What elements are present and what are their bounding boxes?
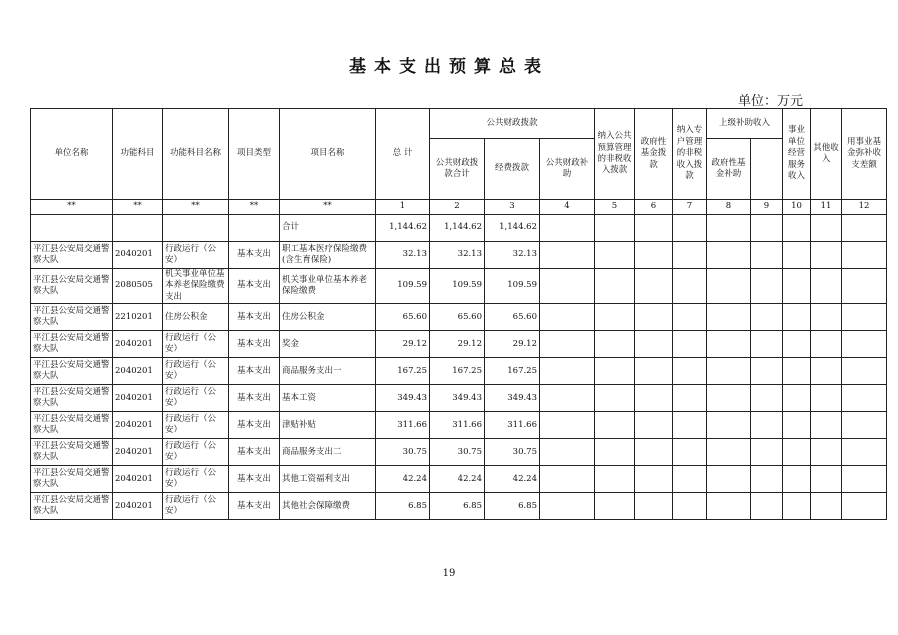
- row-total: 30.75: [376, 439, 430, 466]
- row-pf-total: 349.43: [430, 385, 485, 412]
- empty-cell: [635, 269, 673, 304]
- row-unit-name: 平江县公安局交通警察大队: [31, 466, 113, 493]
- empty-cell: [811, 331, 842, 358]
- empty-cell: [751, 439, 783, 466]
- table-row: [31, 242, 887, 269]
- row-func-name: 行政运行（公安）: [163, 439, 229, 466]
- row-pf-total: 30.75: [430, 439, 485, 466]
- row-total: 29.12: [376, 331, 430, 358]
- row-proj-name: 其他社会保障缴费: [280, 493, 376, 520]
- unit-label: 单位：万元: [738, 94, 804, 109]
- empty-cell: [595, 242, 635, 269]
- empty-cell: [595, 385, 635, 412]
- header-proj-type: 项目类型: [229, 109, 280, 200]
- empty-cell: [595, 269, 635, 304]
- row-proj-type: 基本支出: [229, 493, 280, 520]
- empty-cell: [673, 358, 707, 385]
- row-func-name: 行政运行（公安）: [163, 331, 229, 358]
- empty-cell: [540, 331, 595, 358]
- empty-cell: [811, 493, 842, 520]
- table-header: [31, 109, 887, 215]
- row-total: 167.25: [376, 358, 430, 385]
- row-func-name: 住房公积金: [163, 304, 229, 331]
- empty-cell: [673, 242, 707, 269]
- empty-cell: [811, 358, 842, 385]
- index-cell: 2: [430, 200, 485, 215]
- empty-cell: [842, 493, 887, 520]
- empty-cell: [707, 242, 751, 269]
- header-public-finance: 公共财政拨款: [430, 109, 595, 139]
- empty-cell: [540, 412, 595, 439]
- row-pf-total: 167.25: [430, 358, 485, 385]
- table-row: [31, 269, 887, 304]
- empty-cell: [842, 269, 887, 304]
- empty-cell: [635, 412, 673, 439]
- empty-cell: [595, 412, 635, 439]
- empty-cell: [811, 304, 842, 331]
- row-funding: 349.43: [485, 385, 540, 412]
- row-pf-total: 29.12: [430, 331, 485, 358]
- empty-cell: [811, 269, 842, 304]
- index-cell: 6: [635, 200, 673, 215]
- empty-cell: [635, 439, 673, 466]
- row-proj-name: 机关事业单位基本养老保险缴费: [280, 269, 376, 304]
- empty-cell: [811, 242, 842, 269]
- empty-cell: [751, 304, 783, 331]
- empty-cell: [707, 439, 751, 466]
- header-pf-total: 公共财政拨款合计: [430, 139, 485, 200]
- table-row: [31, 466, 887, 493]
- index-cell: 10: [783, 200, 811, 215]
- header-sup-gov: 政府性基金补助: [707, 139, 751, 200]
- empty-cell: [783, 439, 811, 466]
- empty-cell: [783, 242, 811, 269]
- empty-cell: [673, 304, 707, 331]
- row-total: 349.43: [376, 385, 430, 412]
- empty-cell: [595, 304, 635, 331]
- empty-cell: [540, 466, 595, 493]
- row-unit-name: 平江县公安局交通警察大队: [31, 493, 113, 520]
- empty-cell: [842, 331, 887, 358]
- header-sup-public: 公共财政补助: [540, 139, 595, 200]
- index-cell: 12: [842, 200, 887, 215]
- row-unit-name: 平江县公安局交通警察大队: [31, 304, 113, 331]
- empty-cell: [842, 466, 887, 493]
- empty-cell: [811, 466, 842, 493]
- index-cell: 11: [811, 200, 842, 215]
- budget-table: [30, 108, 887, 520]
- row-pf-total: 6.85: [430, 493, 485, 520]
- header-func-code: 功能科目: [113, 109, 163, 200]
- row-total: 42.24: [376, 466, 430, 493]
- empty-cell: [673, 269, 707, 304]
- total-pf-total: 1,144.62: [430, 215, 485, 242]
- row-proj-type: 基本支出: [229, 331, 280, 358]
- empty-cell: [811, 439, 842, 466]
- empty-cell: [707, 269, 751, 304]
- header-func-name: 功能科目名称: [163, 109, 229, 200]
- index-cell: 4: [540, 200, 595, 215]
- row-funding: 30.75: [485, 439, 540, 466]
- row-func-name: 行政运行（公安）: [163, 466, 229, 493]
- row-func-name: 行政运行（公安）: [163, 242, 229, 269]
- row-total: 311.66: [376, 412, 430, 439]
- empty-cell: [751, 466, 783, 493]
- empty-cell: [842, 412, 887, 439]
- row-proj-name: 职工基本医疗保险缴费(含生育保险): [280, 242, 376, 269]
- row-unit-name: 平江县公安局交通警察大队: [31, 385, 113, 412]
- row-funding: 311.66: [485, 412, 540, 439]
- table-row: [31, 493, 887, 520]
- empty-cell: [673, 385, 707, 412]
- row-proj-type: 基本支出: [229, 304, 280, 331]
- table-row: [31, 358, 887, 385]
- empty-cell: [811, 412, 842, 439]
- row-funding: 167.25: [485, 358, 540, 385]
- index-cell: 1: [376, 200, 430, 215]
- header-proj-name: 项目名称: [280, 109, 376, 200]
- row-func-name: 行政运行（公安）: [163, 493, 229, 520]
- header-funding: 经费拨款: [485, 139, 540, 200]
- empty-cell: [595, 466, 635, 493]
- index-cell: 5: [595, 200, 635, 215]
- row-func-name: 行政运行（公安）: [163, 358, 229, 385]
- empty-cell: [783, 466, 811, 493]
- row-func-name: 机关事业单位基本养老保险缴费支出: [163, 269, 229, 304]
- row-total: 109.59: [376, 269, 430, 304]
- row-unit-name: 平江县公安局交通警察大队: [31, 412, 113, 439]
- index-cell: **: [280, 200, 376, 215]
- table-row: [31, 304, 887, 331]
- row-pf-total: 311.66: [430, 412, 485, 439]
- empty-cell: [635, 385, 673, 412]
- row-func-code: 2080505: [113, 269, 163, 304]
- empty-cell: [635, 242, 673, 269]
- empty-cell: [595, 331, 635, 358]
- row-funding: 32.13: [485, 242, 540, 269]
- empty-cell: [783, 385, 811, 412]
- row-unit-name: 平江县公安局交通警察大队: [31, 358, 113, 385]
- row-proj-type: 基本支出: [229, 385, 280, 412]
- table-body: [31, 215, 887, 520]
- row-proj-name: 基本工资: [280, 385, 376, 412]
- empty-cell: [673, 493, 707, 520]
- empty-cell: [595, 493, 635, 520]
- header-business: 事业单位经营服务收入: [783, 109, 811, 200]
- empty-cell: [751, 358, 783, 385]
- row-func-code: 2040201: [113, 439, 163, 466]
- row-func-code: 2040201: [113, 493, 163, 520]
- row-func-name: 行政运行（公安）: [163, 412, 229, 439]
- empty-cell: [783, 304, 811, 331]
- header-fund-offset: 用事业基金弥补收支差额: [842, 109, 887, 200]
- empty-cell: [635, 466, 673, 493]
- empty-cell: [673, 331, 707, 358]
- row-func-name: 行政运行（公安）: [163, 385, 229, 412]
- row-proj-type: 基本支出: [229, 439, 280, 466]
- empty-cell: [595, 358, 635, 385]
- empty-cell: [842, 385, 887, 412]
- empty-cell: [635, 493, 673, 520]
- row-funding: 65.60: [485, 304, 540, 331]
- row-func-code: 2040201: [113, 358, 163, 385]
- empty-cell: [540, 304, 595, 331]
- index-row: [31, 200, 887, 215]
- empty-cell: [842, 439, 887, 466]
- empty-cell: [707, 412, 751, 439]
- empty-cell: [707, 358, 751, 385]
- row-proj-name: 商品服务支出二: [280, 439, 376, 466]
- row-proj-name: 其他工资福利支出: [280, 466, 376, 493]
- row-total: 32.13: [376, 242, 430, 269]
- row-funding: 6.85: [485, 493, 540, 520]
- empty-cell: [783, 358, 811, 385]
- header-other: 其他收入: [811, 109, 842, 200]
- row-total: 6.85: [376, 493, 430, 520]
- total-total: 1,144.62: [376, 215, 430, 242]
- total-funding: 1,144.62: [485, 215, 540, 242]
- empty-cell: [751, 493, 783, 520]
- empty-cell: [540, 269, 595, 304]
- table-row: [31, 412, 887, 439]
- row-unit-name: 平江县公安局交通警察大队: [31, 439, 113, 466]
- row-proj-name: 商品服务支出一: [280, 358, 376, 385]
- row-unit-name: 平江县公安局交通警察大队: [31, 331, 113, 358]
- empty-cell: [783, 331, 811, 358]
- row-pf-total: 42.24: [430, 466, 485, 493]
- index-cell: 8: [707, 200, 751, 215]
- empty-cell: [783, 412, 811, 439]
- row-funding: 42.24: [485, 466, 540, 493]
- header-unit-name: 单位名称: [31, 109, 113, 200]
- empty-cell: [540, 358, 595, 385]
- empty-cell: [707, 466, 751, 493]
- index-cell: **: [31, 200, 113, 215]
- table-row: [31, 385, 887, 412]
- empty-cell: [673, 466, 707, 493]
- row-proj-type: 基本支出: [229, 466, 280, 493]
- index-cell: 3: [485, 200, 540, 215]
- empty-cell: [751, 331, 783, 358]
- empty-cell: [595, 439, 635, 466]
- empty-cell: [673, 412, 707, 439]
- header-gov-fund: 政府性基金拨款: [635, 109, 673, 200]
- total-label: 合计: [280, 215, 376, 242]
- header-special-nontax: 纳入专户管理的非税收入拨款: [673, 109, 707, 200]
- row-func-code: 2040201: [113, 466, 163, 493]
- empty-cell: [540, 439, 595, 466]
- index-cell: 9: [751, 200, 783, 215]
- row-proj-name: 津贴补贴: [280, 412, 376, 439]
- empty-cell: [842, 358, 887, 385]
- row-pf-total: 65.60: [430, 304, 485, 331]
- row-proj-type: 基本支出: [229, 412, 280, 439]
- empty-cell: [707, 331, 751, 358]
- index-cell: **: [229, 200, 280, 215]
- row-func-code: 2040201: [113, 412, 163, 439]
- row-pf-total: 32.13: [430, 242, 485, 269]
- empty-cell: [842, 242, 887, 269]
- row-proj-type: 基本支出: [229, 269, 280, 304]
- header-total: 总 计: [376, 109, 430, 200]
- index-cell: **: [163, 200, 229, 215]
- row-unit-name: 平江县公安局交通警察大队: [31, 242, 113, 269]
- empty-cell: [751, 412, 783, 439]
- empty-cell: [751, 242, 783, 269]
- empty-cell: [635, 331, 673, 358]
- empty-cell: [540, 385, 595, 412]
- row-pf-total: 109.59: [430, 269, 485, 304]
- row-proj-name: 奖金: [280, 331, 376, 358]
- index-cell: **: [113, 200, 163, 215]
- row-func-code: 2040201: [113, 242, 163, 269]
- row-total: 65.60: [376, 304, 430, 331]
- row-funding: 109.59: [485, 269, 540, 304]
- empty-cell: [811, 385, 842, 412]
- empty-cell: [707, 304, 751, 331]
- empty-cell: [751, 269, 783, 304]
- empty-cell: [783, 269, 811, 304]
- empty-cell: [783, 493, 811, 520]
- table-row: [31, 331, 887, 358]
- empty-cell: [707, 385, 751, 412]
- row-unit-name: 平江县公安局交通警察大队: [31, 269, 113, 304]
- empty-cell: [540, 242, 595, 269]
- row-funding: 29.12: [485, 331, 540, 358]
- empty-cell: [635, 304, 673, 331]
- page-title: 基本支出预算总表: [349, 57, 549, 77]
- empty-cell: [635, 358, 673, 385]
- row-proj-type: 基本支出: [229, 242, 280, 269]
- table-row: [31, 439, 887, 466]
- empty-cell: [673, 439, 707, 466]
- row-func-code: 2040201: [113, 385, 163, 412]
- header-nontax: 纳入公共预算管理的非税收入拨款: [595, 109, 635, 200]
- row-proj-type: 基本支出: [229, 358, 280, 385]
- page-number: 19: [442, 568, 456, 579]
- empty-cell: [751, 385, 783, 412]
- empty-cell: [540, 493, 595, 520]
- row-proj-name: 住房公积金: [280, 304, 376, 331]
- index-cell: 7: [673, 200, 707, 215]
- row-func-code: 2210201: [113, 304, 163, 331]
- total-row: [31, 215, 887, 242]
- empty-cell: [842, 304, 887, 331]
- empty-cell: [707, 493, 751, 520]
- row-func-code: 2040201: [113, 331, 163, 358]
- header-superior: 上级补助收入: [707, 109, 783, 139]
